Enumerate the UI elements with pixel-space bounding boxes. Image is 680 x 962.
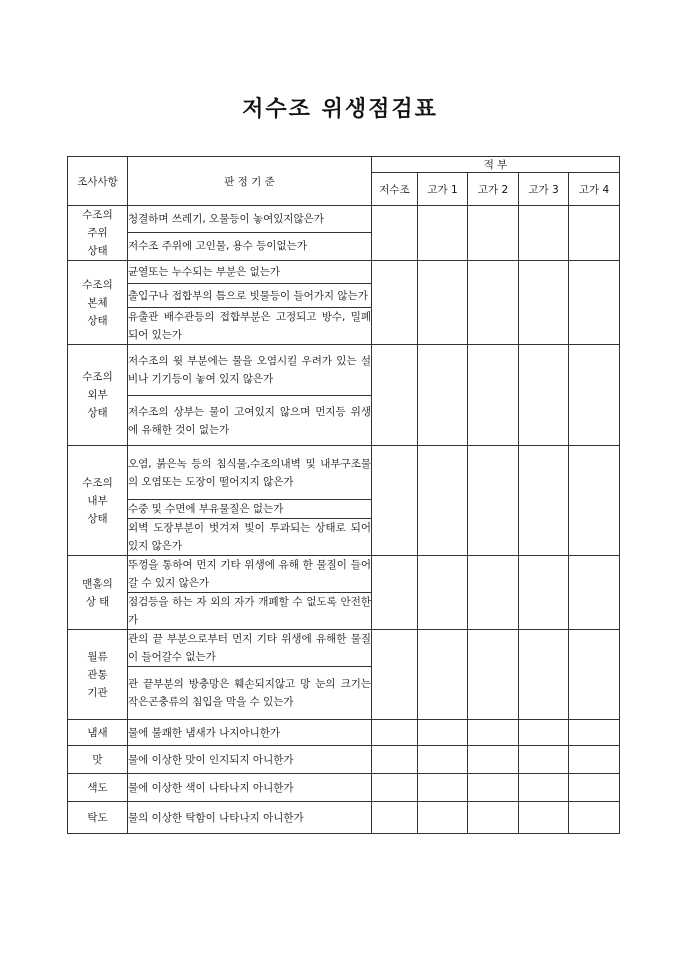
category-cell: 색도 (68, 774, 128, 802)
table-body (68, 206, 620, 834)
table-row (68, 802, 620, 834)
table-row (68, 556, 620, 593)
check-cell[interactable] (569, 720, 620, 746)
header-col-reservoir: 저수조 (372, 173, 418, 206)
check-cell[interactable] (372, 802, 418, 834)
criteria-cell: 물에 이상한 색이 나타나지 아니한가 (128, 774, 372, 802)
header-col-elevated-1: 고가 1 (418, 173, 468, 206)
check-cell[interactable] (418, 446, 468, 556)
criteria-cell: 청결하며 쓰레기, 오물등이 놓여있지않은가 (128, 206, 372, 233)
check-cell[interactable] (372, 206, 418, 261)
check-cell[interactable] (569, 630, 620, 720)
check-cell[interactable] (418, 746, 468, 774)
check-cell[interactable] (468, 446, 519, 556)
check-cell[interactable] (418, 630, 468, 720)
criteria-cell: 균열또는 누수되는 부분은 없는가 (128, 261, 372, 284)
category-cell: 수조의 본체 상태 (68, 261, 128, 345)
check-cell[interactable] (569, 345, 620, 446)
table-row (68, 746, 620, 774)
check-cell[interactable] (372, 630, 418, 720)
check-cell[interactable] (372, 746, 418, 774)
check-cell[interactable] (519, 630, 569, 720)
category-cell: 탁도 (68, 802, 128, 834)
criteria-cell: 유출관 배수관등의 접합부분은 고정되고 방수, 밀폐되어 있는가 (128, 308, 372, 345)
check-cell[interactable] (519, 802, 569, 834)
criteria-cell: 물의 이상한 탁함이 나타나지 아니한가 (128, 802, 372, 834)
table-row (68, 206, 620, 233)
check-cell[interactable] (569, 446, 620, 556)
category-cell: 수조의 내부 상태 (68, 446, 128, 556)
header-criteria: 판 정 기 준 (128, 157, 372, 206)
header-col-elevated-2: 고가 2 (468, 173, 519, 206)
category-cell: 수조의 외부 상태 (68, 345, 128, 446)
criteria-cell: 저수조의 상부는 물이 고여있지 않으며 먼지등 위생에 유해한 것이 없는가 (128, 396, 372, 446)
check-cell[interactable] (519, 720, 569, 746)
check-cell[interactable] (519, 206, 569, 261)
check-cell[interactable] (569, 261, 620, 345)
check-cell[interactable] (468, 345, 519, 446)
check-cell[interactable] (418, 261, 468, 345)
check-cell[interactable] (569, 746, 620, 774)
check-cell[interactable] (468, 556, 519, 630)
check-cell[interactable] (418, 206, 468, 261)
inspection-table (67, 156, 620, 834)
check-cell[interactable] (418, 802, 468, 834)
check-cell[interactable] (418, 345, 468, 446)
check-cell[interactable] (519, 774, 569, 802)
criteria-cell: 오염, 붉은녹 등의 침식물,수조의내벽 및 내부구조물의 오염또는 도장이 떨어지지 않은가 (128, 446, 372, 500)
table-row (68, 774, 620, 802)
table-row (68, 720, 620, 746)
table-row (68, 345, 620, 396)
check-cell[interactable] (468, 802, 519, 834)
table-row (68, 446, 620, 500)
table-row (68, 630, 620, 667)
check-cell[interactable] (418, 774, 468, 802)
criteria-cell: 외벽 도장부분이 벗겨져 빛이 투과되는 상태로 되어있지 않은가 (128, 519, 372, 556)
check-cell[interactable] (569, 802, 620, 834)
check-cell[interactable] (468, 720, 519, 746)
check-cell[interactable] (372, 261, 418, 345)
check-cell[interactable] (519, 556, 569, 630)
check-cell[interactable] (468, 261, 519, 345)
criteria-cell: 물에 이상한 맛이 인지되지 아니한가 (128, 746, 372, 774)
check-cell[interactable] (468, 774, 519, 802)
criteria-cell: 수중 및 수면에 부유물질은 없는가 (128, 500, 372, 519)
header-col-elevated-3: 고가 3 (519, 173, 569, 206)
criteria-cell: 출입구나 접합부의 틈으로 빗물등이 들어가지 않는가 (128, 284, 372, 308)
header-survey: 조사사항 (68, 157, 128, 206)
check-cell[interactable] (372, 774, 418, 802)
check-cell[interactable] (372, 446, 418, 556)
check-cell[interactable] (418, 720, 468, 746)
criteria-cell: 저수조의 윗 부분에는 물을 오염시킬 우려가 있는 설비나 기기등이 놓여 있지 않은가 (128, 345, 372, 396)
criteria-cell: 뚜껑을 통하여 먼지 기타 위생에 유해 한 물질이 들어갈 수 있지 않은가 (128, 556, 372, 593)
criteria-cell: 저수조 주위에 고인물, 용수 등이없는가 (128, 232, 372, 260)
criteria-cell: 물에 불쾌한 냄새가 나지아니한가 (128, 720, 372, 746)
category-cell: 월류 관통 기관 (68, 630, 128, 720)
check-cell[interactable] (372, 720, 418, 746)
criteria-cell: 관 끝부분의 방충망은 훼손되지않고 망 눈의 크기는 작은곤충류의 침입을 막을 수 있는가 (128, 667, 372, 720)
check-cell[interactable] (468, 630, 519, 720)
check-cell[interactable] (569, 556, 620, 630)
check-cell[interactable] (418, 556, 468, 630)
category-cell: 수조의 주위 상태 (68, 206, 128, 261)
table-row (68, 261, 620, 284)
page-title: 저수조 위생점검표 (242, 97, 438, 122)
check-cell[interactable] (519, 446, 569, 556)
header-col-elevated-4: 고가 4 (569, 173, 620, 206)
category-cell: 냄새 (68, 720, 128, 746)
check-cell[interactable] (372, 556, 418, 630)
check-cell[interactable] (372, 345, 418, 446)
category-cell: 맛 (68, 746, 128, 774)
check-cell[interactable] (519, 746, 569, 774)
criteria-cell: 관의 끝 부분으로부터 먼지 기타 위생에 유해한 물질이 들어갈수 없는가 (128, 630, 372, 667)
check-cell[interactable] (519, 345, 569, 446)
check-cell[interactable] (468, 746, 519, 774)
check-cell[interactable] (519, 261, 569, 345)
category-cell: 맨홀의 상 태 (68, 556, 128, 630)
header-conformity: 적 부 (372, 157, 620, 173)
check-cell[interactable] (569, 206, 620, 261)
check-cell[interactable] (468, 206, 519, 261)
check-cell[interactable] (569, 774, 620, 802)
criteria-cell: 점검등을 하는 자 외의 자가 개폐할 수 없도록 안전한가 (128, 593, 372, 630)
